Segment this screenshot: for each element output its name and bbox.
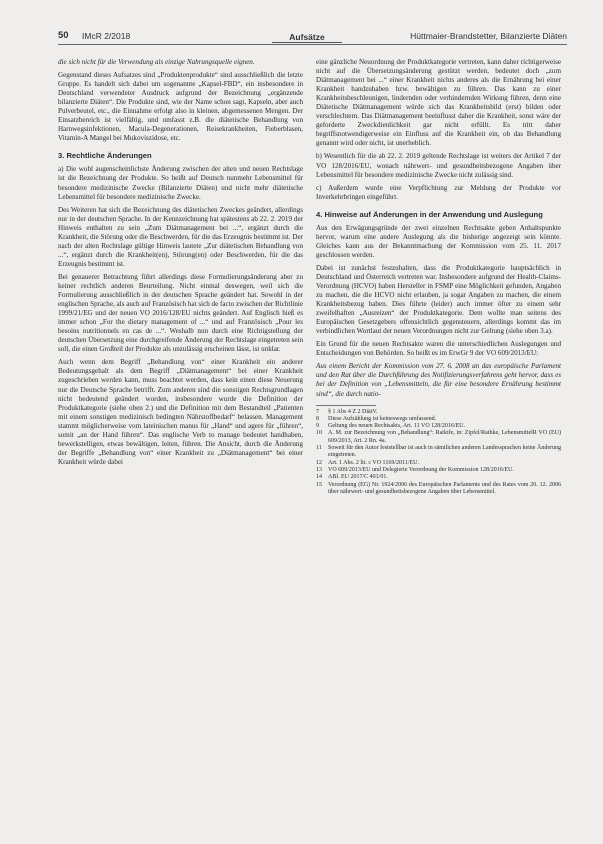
running-header — [58, 30, 567, 44]
footnote-text: A. M. zur Bezeichnung von „Behandlung“: Ratkife, in: Zipfel/Rathke, LebensmittelR VO (EU) 609/2013, Art. 2 Rn. 4a. — [328, 430, 561, 444]
footnote-text: Soweit für den Autor feststellbar ist auch in sämtlichen anderen Landessprachen keine Änderung eingetreten. — [328, 445, 561, 459]
section-heading: 4. Hinweise auf Änderungen in der Anwendung und Auslegung — [316, 209, 543, 219]
paragraph: Auch wenn dem Begriff „Behandlung von“ einer Krankheit ein anderer Bedeutungsgehalt als dem Begriff „Diätmanagement“ bei einer Krankheit zugeschrieben werden kann, muss beachtet werden, dass kein einen diese Neuerung nur die Deutsche Sprache betrifft. Zum anderen sind die sonstigen Rechtsgrundlagen nicht bedeutend geändert worden, insbesondere wurde die Definition der Produktkategorie (siehe oben 2.) und die Definition mit dem Bestandteil „Patienten mit einem sonstigen medizinisch bedingten Nährstoffbedarf“ belassen. Management stammt möglicherweise vom lateinischen manus für „Hand“ und agere für „führen“, somit „an der Hand führen“. Das englische Verb to manage bedeutet handhaben, bewerkstelligen, etwas bewältigen, leiten, führen. Die Ansicht, durch die Änderung der Begriffe „Behandlung von“ einer Krankheit zu „Diätmanagement“ bei einer Krankheit würde dabei — [58, 358, 303, 466]
footnote-number: 8 — [316, 415, 319, 422]
footnote-divider — [316, 405, 376, 406]
header-rule — [58, 44, 567, 45]
footnote-number: 14 — [316, 474, 322, 481]
footnote-text: ABl. EU 2017/C 401/01. — [328, 474, 388, 481]
footnote-number: 11 — [316, 445, 322, 452]
right-column — [316, 58, 561, 496]
left-column — [58, 58, 303, 471]
footnote-text: Geltung des neuen Rechtsakts, Art. 11 VO 128/2016/EU. — [328, 423, 465, 430]
paragraph: Aus den Erwägungsgründe der zwei einzelnen Rechtsakte geben Anhaltspunkte hervor, warum eine andere Auslegung als die bisherige angezeigt sein könnte. Gleiches kann aus der Bekanntmachung der Kommission vom 25. 11. 2017 geschlossen werden. — [316, 223, 561, 259]
paragraph: c) Außerdem wurde eine Verpflichtung zur Meldung der Produkte vor Inverkehrbringen eingeführt. — [316, 183, 561, 201]
paragraph: eine gänzliche Neuordnung der Produktkategorie vertreten, kann daher richtigerweise nicht auf die Übersetzungsänderung gestützt werden, bedeutet doch „zum Diätmanagement bei ...“ einer Krankheit nichts anderes als die Ernährung bei einer Krankheit handzuhaben bzw. bewältigen zu führen. Das kann zu einer Krankheitsbeschleunigen, lindernden oder verhindernden Wirkung führen, denn eine Diätetische Diätmanagement würde sich das Krankheitsbild (erst) bilden oder verschlechtern. Das Diätmanagement beeinflusst daher die Krankheit, sonst wäre der geforderte Zweckdienlichkeit gar nicht erfüllt. Es tritt daher begriffsnotwendigerweise ein Einfluss auf die Krankheit ein, ob das Behandlung genannt wird oder nicht, ist unerheblich. — [316, 58, 561, 148]
paragraph: Aus einem Bericht der Kommission vom 27. 6. 2008 an das europäische Parlament und den Rat über die Durchführung des Notifizierungsverfahrens geht hervor, dass es bei der Definition von „Lebensmitteln, die für eine besondere Ernährung bestimmt sind“, die durch natio- — [316, 362, 561, 398]
footnote — [316, 460, 561, 467]
article-authors: Hüttmaier-Brandstetter, Bilanzierte Diäten — [410, 31, 567, 41]
section-label: Aufsätze — [272, 32, 342, 43]
paragraph: b) Wesentlich für die ab 22. 2. 2019 geltende Rechtslage ist weiters der Artikel 7 der VO 128/2016/EU, wonach nährwert- und gesundheitsbezogene Angaben über Lebensmittel für besondere medizinische Zwecke nicht zulässig sind. — [316, 152, 561, 179]
footnote — [316, 474, 561, 481]
footnote-text: VO 609/2013/EU und Delegierte Verordnung der Kommission 128/2016/EU. — [328, 466, 514, 473]
paragraph: a) Die wohl augenscheinlichste Änderung zwischen der alten und neuen Rechtslage ist die Bezeichnung der Produkte. So heißt auf Deutsch nunmehr Lebensmittel für besondere medizinische Zwecke (Bilanzierte Diäten) und nicht mehr diätetische Lebensmittel für besondere medizinische Zwecke. — [58, 165, 303, 201]
footnote-text: Verordnung (EG) Nr. 1924/2006 des Europäischen Parlaments und des Rates vom 20. 12. 2006 über nährwert- und gesundheitsbezogene Angaben über Lebensmittel. — [328, 481, 561, 495]
footnote-text: Diese Aufzählung ist keineswegs umfassend. — [328, 415, 437, 422]
footnote — [316, 482, 561, 497]
footnote-number: 12 — [316, 459, 322, 466]
footnote-number: 7 — [316, 408, 319, 415]
section-heading: 3. Rechtliche Änderungen — [58, 151, 152, 161]
footnote-number: 15 — [316, 481, 322, 488]
footnote-text: § 1 Abs 4 Z 2 DiätV. — [328, 408, 378, 415]
footnote-number: 13 — [316, 466, 322, 473]
paragraph: Ein Grund für die neuen Rechtsakte waren die unterschiedlichen Auslegungen und Entscheidungen von Behörden. So heißt es im ErwGr 9 der VO 609/2013/EU: — [316, 340, 561, 358]
page-number: 50 — [58, 30, 69, 41]
footnote-text: Art. 1 Abs. 2 lit. c VO 1169/2011/EU. — [328, 459, 419, 466]
paragraph: Bei genauerer Betrachtung führt allerdings diese Formulierungsänderung aber zu keiner rechtlich anderen Beurteilung. Nicht einmal deswegen, weil sich die Formulierung ausschließlich in der deutschen Sprache geändert hat. Sowohl in der englischen Sprache, als auch auf Französisch hat sich de facto zwischen der Richtlinie 1999/21/EG und der neuen VO 2016/128/EU nichts geändert. Auf Englisch hieß es immer schon „For the dietary management of ...“ und auf Französisch „Pour les besoins nutritionnels en cas de ...“. Weshalb nun durch eine Richtigstellung der deutschen Übersetzung eine durchgreifende Änderung der Rechtslage eingetreten sein soll, die einen Großteil der Produkte als unzulässig erscheinen lässt, ist unklar. — [58, 272, 303, 354]
journal-name: IMcR 2/2018 — [82, 31, 131, 41]
footnote — [316, 409, 561, 416]
footnotes — [316, 409, 561, 497]
footnote — [316, 467, 561, 474]
paragraph: Gegenstand dieses Aufsatzes sind „Produktenprodukte“ sind ausschließlich die letzte Gruppe. Es handelt sich dabei um sogenannte „Kapsel-FBD“, ein insbesondere in Deutschland verwendeter Ausdruck aufgrund der Bezeichnung „ergänzende bilanzierte Diäten“. Die Produkte sind, wie der Name schon sagt, Kapseln, aber auch Pulverbeutel, etc., die Einnahme erfolgt also in kleinen, abgemessenen Mengen. Der Einsatzbereich ist vielfältig, und umfasst z.B. die diätetische Behandlung von Harnwegsinfektionen, Macula-Degenerationen, Reisekrankheiten, Fieberblasen, Vitamin-A Mangel bei Mukoviszidose, etc. — [58, 71, 303, 143]
paragraph: Des Weiteren hat sich die Bezeichnung des diätetischen Zweckes geändert, allerdings nur in der deutschen Sprache. In der Kennzeichnung hat spätestens ab 22. 2. 2019 der Hinweis enthalten zu sein „Zum Diätmanagement bei ...“, ergänzt durch die Krankheit, die Störung oder die Beschwerden, für die das Erzeugnis bestimmt ist. Der nach der alten Rechtslage gültige Hinweis lautete „Zur diätetischen Behandlung von ...“, ergänzt durch die Krankheit(en), Störung(en) oder Beschwerden, für die das Erzeugnis bestimmt ist. — [58, 205, 303, 268]
paragraph: die sich nicht für die Verwendung als einzige Nahrungsquelle eignen. — [58, 58, 255, 66]
footnote-number: 9 — [316, 423, 319, 430]
footnote — [316, 430, 561, 445]
footnote — [316, 445, 561, 460]
footnote-number: 10 — [316, 430, 322, 437]
footnote — [316, 416, 561, 423]
paragraph: Dabei ist zunächst festzuhalten, dass die Produktkategorie hauptsächlich in Deutschland und Österreich vertreten war. Insbesondere aufgrund der Health-Claims-Verordnung (HCVO) haben Hersteller in FSMP eine Möglichkeit gefunden, Angaben zu machen, die die HCVO nicht erlauben, ja sogar Angaben zu machen, die einem Krankheitsbezug haben. Dies führte (leider) auch immer öfter zu einem sehr zweifelhaften „Ausreizen“ der Produktkategorie. Dem wollte man seitens des Europäischen Gesetzgebers offensichtlich gegensteuern, allerdings kommt das im verbindlichen Wortlaut der neuen Verordnungen nicht zur Geltung (siehe oben 3.a). — [316, 263, 561, 336]
